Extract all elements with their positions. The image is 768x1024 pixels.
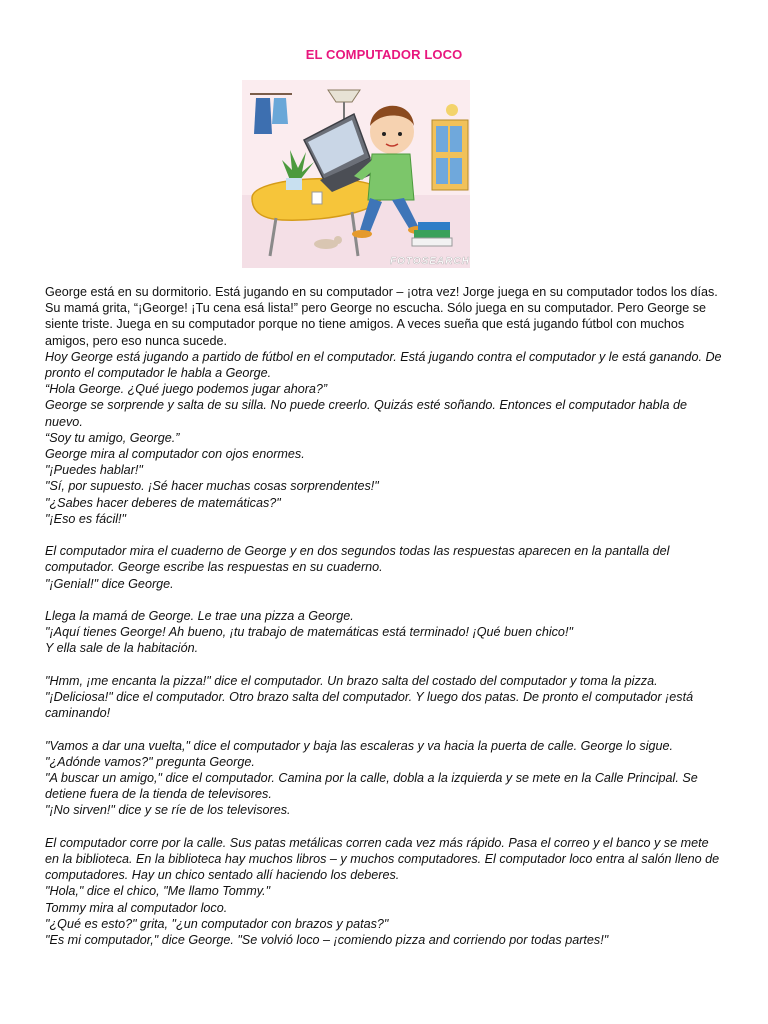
- story-line: computador. George escribe las respuestas en su cuaderno.: [45, 560, 383, 575]
- story-line: "¿Qué es esto?" grita, "¿un computador con brazos y patas?": [45, 916, 389, 931]
- story-line: "¡Eso es fácil!": [45, 511, 127, 526]
- story-line: Tommy mira al computador loco.: [45, 900, 228, 915]
- story-line: “Hola George. ¿Qué juego podemos jugar ahora?”: [45, 382, 328, 397]
- story-line: computadores. Hay un chico sentado allí haciendo los deberes.: [45, 868, 400, 883]
- document-title: EL COMPUTADOR LOCO: [305, 47, 463, 62]
- story-line: George mira al computador con ojos enormes.: [45, 447, 305, 462]
- story-line: "¡Puedes hablar!": [45, 463, 143, 478]
- story-line: Y ella sale de la habitación.: [45, 641, 199, 656]
- story-line: "Hola," dice el chico, "Me llamo Tommy.": [45, 884, 271, 899]
- story-line: "A buscar un amigo," dice el computador. Camina por la calle, dobla a la izquierda y se mete en la Calle Principal. Se: [45, 771, 698, 786]
- story-line: El computador corre por la calle. Sus patas metálicas corren cada vez más rápido. Pasa el correo y el banco y se mete: [45, 835, 709, 850]
- story-line: siente triste. Juega en su computador porque no tiene amigos. A veces sueña que está jugando fútbol con muchos: [45, 317, 685, 332]
- story-line: "Es mi computador," dice George. "Se volvió loco – ¡comiendo pizza and corriendo por todas partes!": [45, 933, 609, 948]
- story-line: "¡Aquí tienes George! Ah bueno, ¡tu trabajo de matemáticas está terminado! ¡Qué buen chico!": [45, 625, 573, 640]
- story-line: caminando!: [45, 706, 111, 721]
- story-line: “Soy tu amigo, George.”: [45, 430, 180, 445]
- story-line: detiene fuera de la tienda de televisores.: [45, 787, 272, 802]
- watermark-text: FOTOSEARCH: [390, 256, 470, 267]
- story-line: "¡Deliciosa!" dice el computador. Otro brazo salta del computador. Y luego dos patas. De pronto el computador ¡está: [45, 690, 694, 705]
- story-line: George está en su dormitorio. Está jugando en su computador – ¡otra vez! Jorge juega en su computador todos los días.: [45, 285, 718, 299]
- boy-at-computer-illustration: [242, 80, 470, 268]
- story-line: amigos, pero eso nunca sucede.: [45, 333, 228, 348]
- paragraph-gap: [45, 527, 735, 543]
- paragraph-gap: [45, 657, 735, 673]
- story-line: Llega la mamá de George. Le trae una pizza a George.: [45, 609, 354, 624]
- story-line: nuevo.: [45, 414, 83, 429]
- story-line: "¿Adónde vamos?" pregunta George.: [45, 754, 255, 769]
- story-line: George se sorprende y salta de su silla. No puede creerlo. Quizás esté soñando. Entonces el computador habla de: [45, 398, 687, 413]
- story-line: Hoy George está jugando a partido de fútbol en el computador. Está jugando contra el computador y le está ganando. De: [45, 349, 722, 364]
- story-line: "¿Sabes hacer deberes de matemáticas?": [45, 495, 281, 510]
- story-line: "¡Genial!" dice George.: [45, 576, 174, 591]
- story-body: [45, 284, 735, 948]
- story-line: pronto el computador le habla a George.: [45, 366, 272, 381]
- story-line: "Hmm, ¡me encanta la pizza!" dice el computador. Un brazo salta del costado del computador y toma la pizza.: [45, 673, 658, 688]
- story-line: El computador mira el cuaderno de George y en dos segundos todas las respuestas aparecen en la pantalla del: [45, 544, 670, 559]
- paragraph-gap: [45, 819, 735, 835]
- story-line: en la biblioteca. En la biblioteca hay muchos libros – y muchos computadores. El computador loco entra al salón lleno de: [45, 852, 720, 867]
- paragraph-gap: [45, 721, 735, 737]
- story-line: Su mamá grita, “¡George! ¡Tu cena esá lista!” pero George no escucha. Sólo juega en su computador. Pero George se: [45, 301, 707, 316]
- story-line: "Sí, por supuesto. ¡Sé hacer muchas cosas sorprendentes!": [45, 479, 379, 494]
- story-line: "¡No sirven!" dice y se ríe de los televisores.: [45, 803, 291, 818]
- story-line: "Vamos a dar una vuelta," dice el computador y baja las escaleras y va hacia la puerta de calle. George lo sigue.: [45, 738, 674, 753]
- paragraph-gap: [45, 592, 735, 608]
